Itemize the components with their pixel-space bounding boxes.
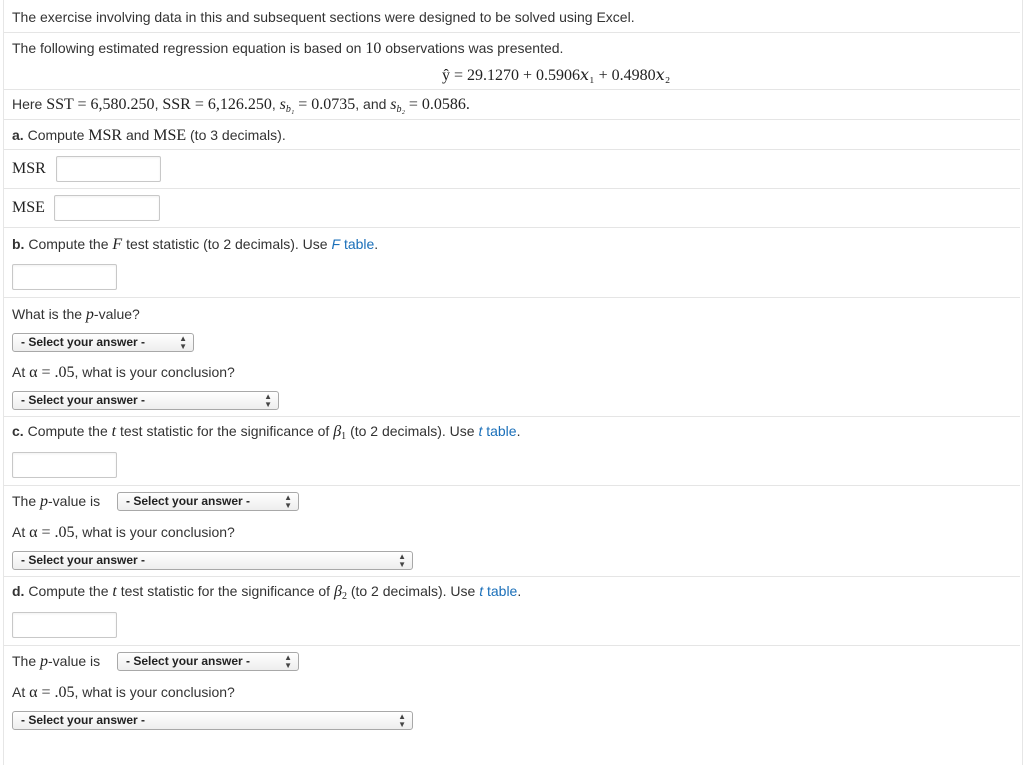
at-text: At [12,524,26,540]
t-table-link[interactable]: t table [479,583,518,599]
part-d-text-2: test statistic for the significance of [120,583,331,599]
t-statistic-b2-input[interactable] [12,612,117,638]
updown-arrows-icon: ▲ ▼ [398,551,406,569]
f-symbol: F [112,236,123,253]
part-c-pvalue-select[interactable] [117,492,299,511]
conclusion-text: , what is your conclusion? [74,684,235,700]
and-text: and [125,127,150,143]
here-text: Here [12,96,43,112]
updown-arrows-icon: ▲ ▼ [284,492,292,510]
part-b-text-2: test statistic (to 2 decimals). Use [126,236,328,252]
part-d-question [12,582,521,606]
alpha-value: α = .05 [29,684,75,701]
part-b-question [12,235,378,254]
alpha-value: α = .05 [29,524,75,541]
t-statistic-b1-input[interactable] [12,452,117,478]
msr-term: MSR [88,127,123,144]
sst-value: SST = 6,580.250 [46,96,155,113]
beta-symbol: β [333,423,342,440]
sb2-value: = 0.0586. [408,96,470,113]
divider [4,297,1020,298]
part-b-conclusion-select[interactable] [12,391,279,410]
part-c-text-3: (to 2 decimals). Use [350,423,475,439]
n-observations: 10 [365,40,382,57]
select-label: - Select your answer - [21,553,146,567]
t-table-link[interactable]: t table [478,423,517,439]
at-text: At [12,684,26,700]
part-c-conclusion-question [12,523,235,542]
the-text: The [12,653,37,669]
mse-label: MSE [12,199,45,216]
problem-text: The following estimated regression equation is based on [12,40,362,56]
part-d-pvalue-row [12,652,100,671]
part-d-text: Compute the [28,583,109,599]
p-symbol: p [40,493,49,510]
part-c-letter: c. [12,423,24,439]
mse-term: MSE [153,127,187,144]
period: . [374,236,379,252]
part-c-pvalue-row [12,492,100,511]
part-c-question [12,422,520,446]
divider [4,32,1020,33]
part-a-text-end: (to 3 decimals). [190,127,286,143]
part-d-conclusion-question [12,683,235,702]
t-symbol: t [112,583,117,600]
f-statistic-input[interactable] [12,264,117,290]
msr-label: MSR [12,160,46,177]
divider [4,149,1020,150]
part-d-conclusion-select[interactable] [12,711,413,730]
and-text: and [363,96,387,112]
ssr-value: SSR = 6,126.250 [162,96,272,113]
divider [4,576,1020,577]
sb2-subscript: b₂ [396,104,406,115]
sb1-symbol: s [279,96,286,113]
alpha-value: α = .05 [29,364,75,381]
beta-subscript: 2 [341,591,347,602]
part-b-text: Compute the [28,236,109,252]
sb1-subscript: b₁ [285,104,295,115]
msr-input[interactable] [56,156,161,182]
part-c-conclusion-select[interactable] [12,551,413,570]
p-symbol: p [40,653,49,670]
part-b-conclusion-question [12,363,235,382]
divider [4,89,1020,90]
part-a-question [12,126,286,145]
updown-arrows-icon: ▲ ▼ [264,391,272,409]
period: . [517,583,522,599]
problem-text-end: observations was presented. [385,40,564,56]
conclusion-text: , what is your conclusion? [74,524,235,540]
pvalue-is-text: -value is [48,653,101,669]
part-c-text: Compute the [27,423,108,439]
part-b-pvalue-question [12,305,140,324]
given-values: Here SST = 6,580.250, SSR = 6,126.250, $s_{b_1} = 0.0735$, and $s_{b_2} = 0.0586$. [12,96,470,115]
select-label: - Select your answer - [126,494,251,508]
part-d-pvalue-select[interactable] [117,652,299,671]
divider [4,227,1020,228]
conclusion-text: , what is your conclusion? [74,364,235,380]
part-c-text-2: test statistic for the significance of [119,423,330,439]
beta-symbol: β [333,583,342,600]
part-b-pvalue-select[interactable] [12,333,194,352]
at-text: At [12,364,26,380]
sb2-symbol: s [390,96,397,113]
t-symbol: t [111,423,117,440]
updown-arrows-icon: ▲ ▼ [284,652,292,670]
part-d-text-3: (to 2 decimals). Use [350,583,476,599]
select-label: - Select your answer - [126,654,251,668]
select-label: - Select your answer - [21,335,146,349]
select-label: - Select your answer - [21,393,146,407]
select-label: - Select your answer - [21,713,146,727]
regression-equation: ŷ = 29.1270 + 0.5906𝑥₁ + 0.4980𝑥₂ [442,67,671,84]
period: . [516,423,521,439]
divider [4,485,1020,486]
pvalue-text-end: -value? [93,306,140,322]
divider [4,188,1020,189]
sb1-value: = 0.0735 [298,96,356,113]
divider [4,416,1020,417]
beta-subscript: 1 [341,431,347,442]
updown-arrows-icon: ▲ ▼ [398,711,406,729]
updown-arrows-icon: ▲ ▼ [179,333,187,351]
part-b-letter: b. [12,236,25,252]
pvalue-text: What is the [12,306,83,322]
part-d-letter: d. [12,583,25,599]
part-a-letter: a. [12,127,24,143]
pvalue-is-text: -value is [48,493,101,509]
divider [4,119,1020,120]
part-a-text: Compute [27,127,85,143]
p-symbol: p [85,306,94,323]
divider [4,645,1020,646]
the-text: The [12,493,37,509]
f-table-link[interactable]: F table [331,236,375,252]
mse-input[interactable] [54,195,160,221]
intro-text: The exercise involving data in this and subsequent sections were designed to be solved using Excel. [12,9,635,25]
problem-statement [12,39,563,58]
